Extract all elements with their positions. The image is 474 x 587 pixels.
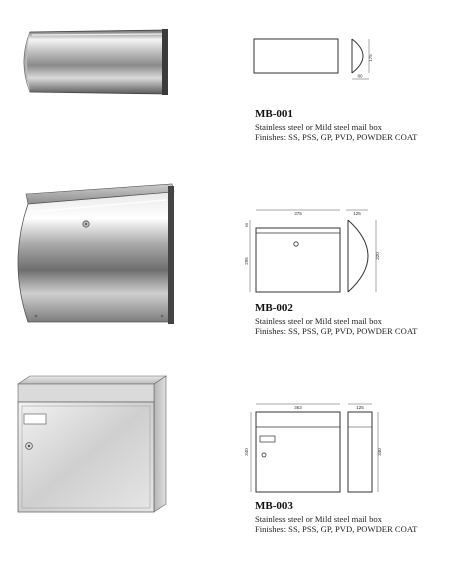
mb-003-photo xyxy=(14,372,172,518)
mb-003-dim-front-height: 340 xyxy=(244,448,249,456)
mb-001-finishes: Finishes: SS, PSS, GP, PVD, POWDER COAT xyxy=(255,132,418,142)
mb-002-dim-side-height: 320 xyxy=(375,252,380,260)
mb-003-description: Stainless steel or Mild steel mail box xyxy=(255,514,382,524)
mb-003-drawing xyxy=(242,400,392,496)
mb-003-dim-side-height: 340 xyxy=(377,448,382,456)
mb-003-dim-width: 363 xyxy=(294,405,302,410)
mb-003-dim-depth: 125 xyxy=(356,405,364,410)
mb-002-dim-width: 375 xyxy=(294,211,302,216)
mb-001-dim-depth: 80 xyxy=(357,73,363,79)
mb-002-dim-top: 65 xyxy=(244,222,249,228)
mb-002-finishes: Finishes: SS, PSS, GP, PVD, POWDER COAT xyxy=(255,326,418,336)
mb-002-dim-front-height: 295 xyxy=(244,257,249,265)
mb-003-finishes: Finishes: SS, PSS, GP, PVD, POWDER COAT xyxy=(255,524,418,534)
mb-001-model: MB-001 xyxy=(255,108,293,120)
mb-001-description: Stainless steel or Mild steel mail box xyxy=(255,122,382,132)
mb-001-dim-height: 175 xyxy=(368,54,373,62)
mb-002-description: Stainless steel or Mild steel mail box xyxy=(255,316,382,326)
mb-002-dim-depth: 125 xyxy=(353,211,361,216)
mb-003-model: MB-003 xyxy=(255,500,293,512)
mb-002-model: MB-002 xyxy=(255,302,293,314)
